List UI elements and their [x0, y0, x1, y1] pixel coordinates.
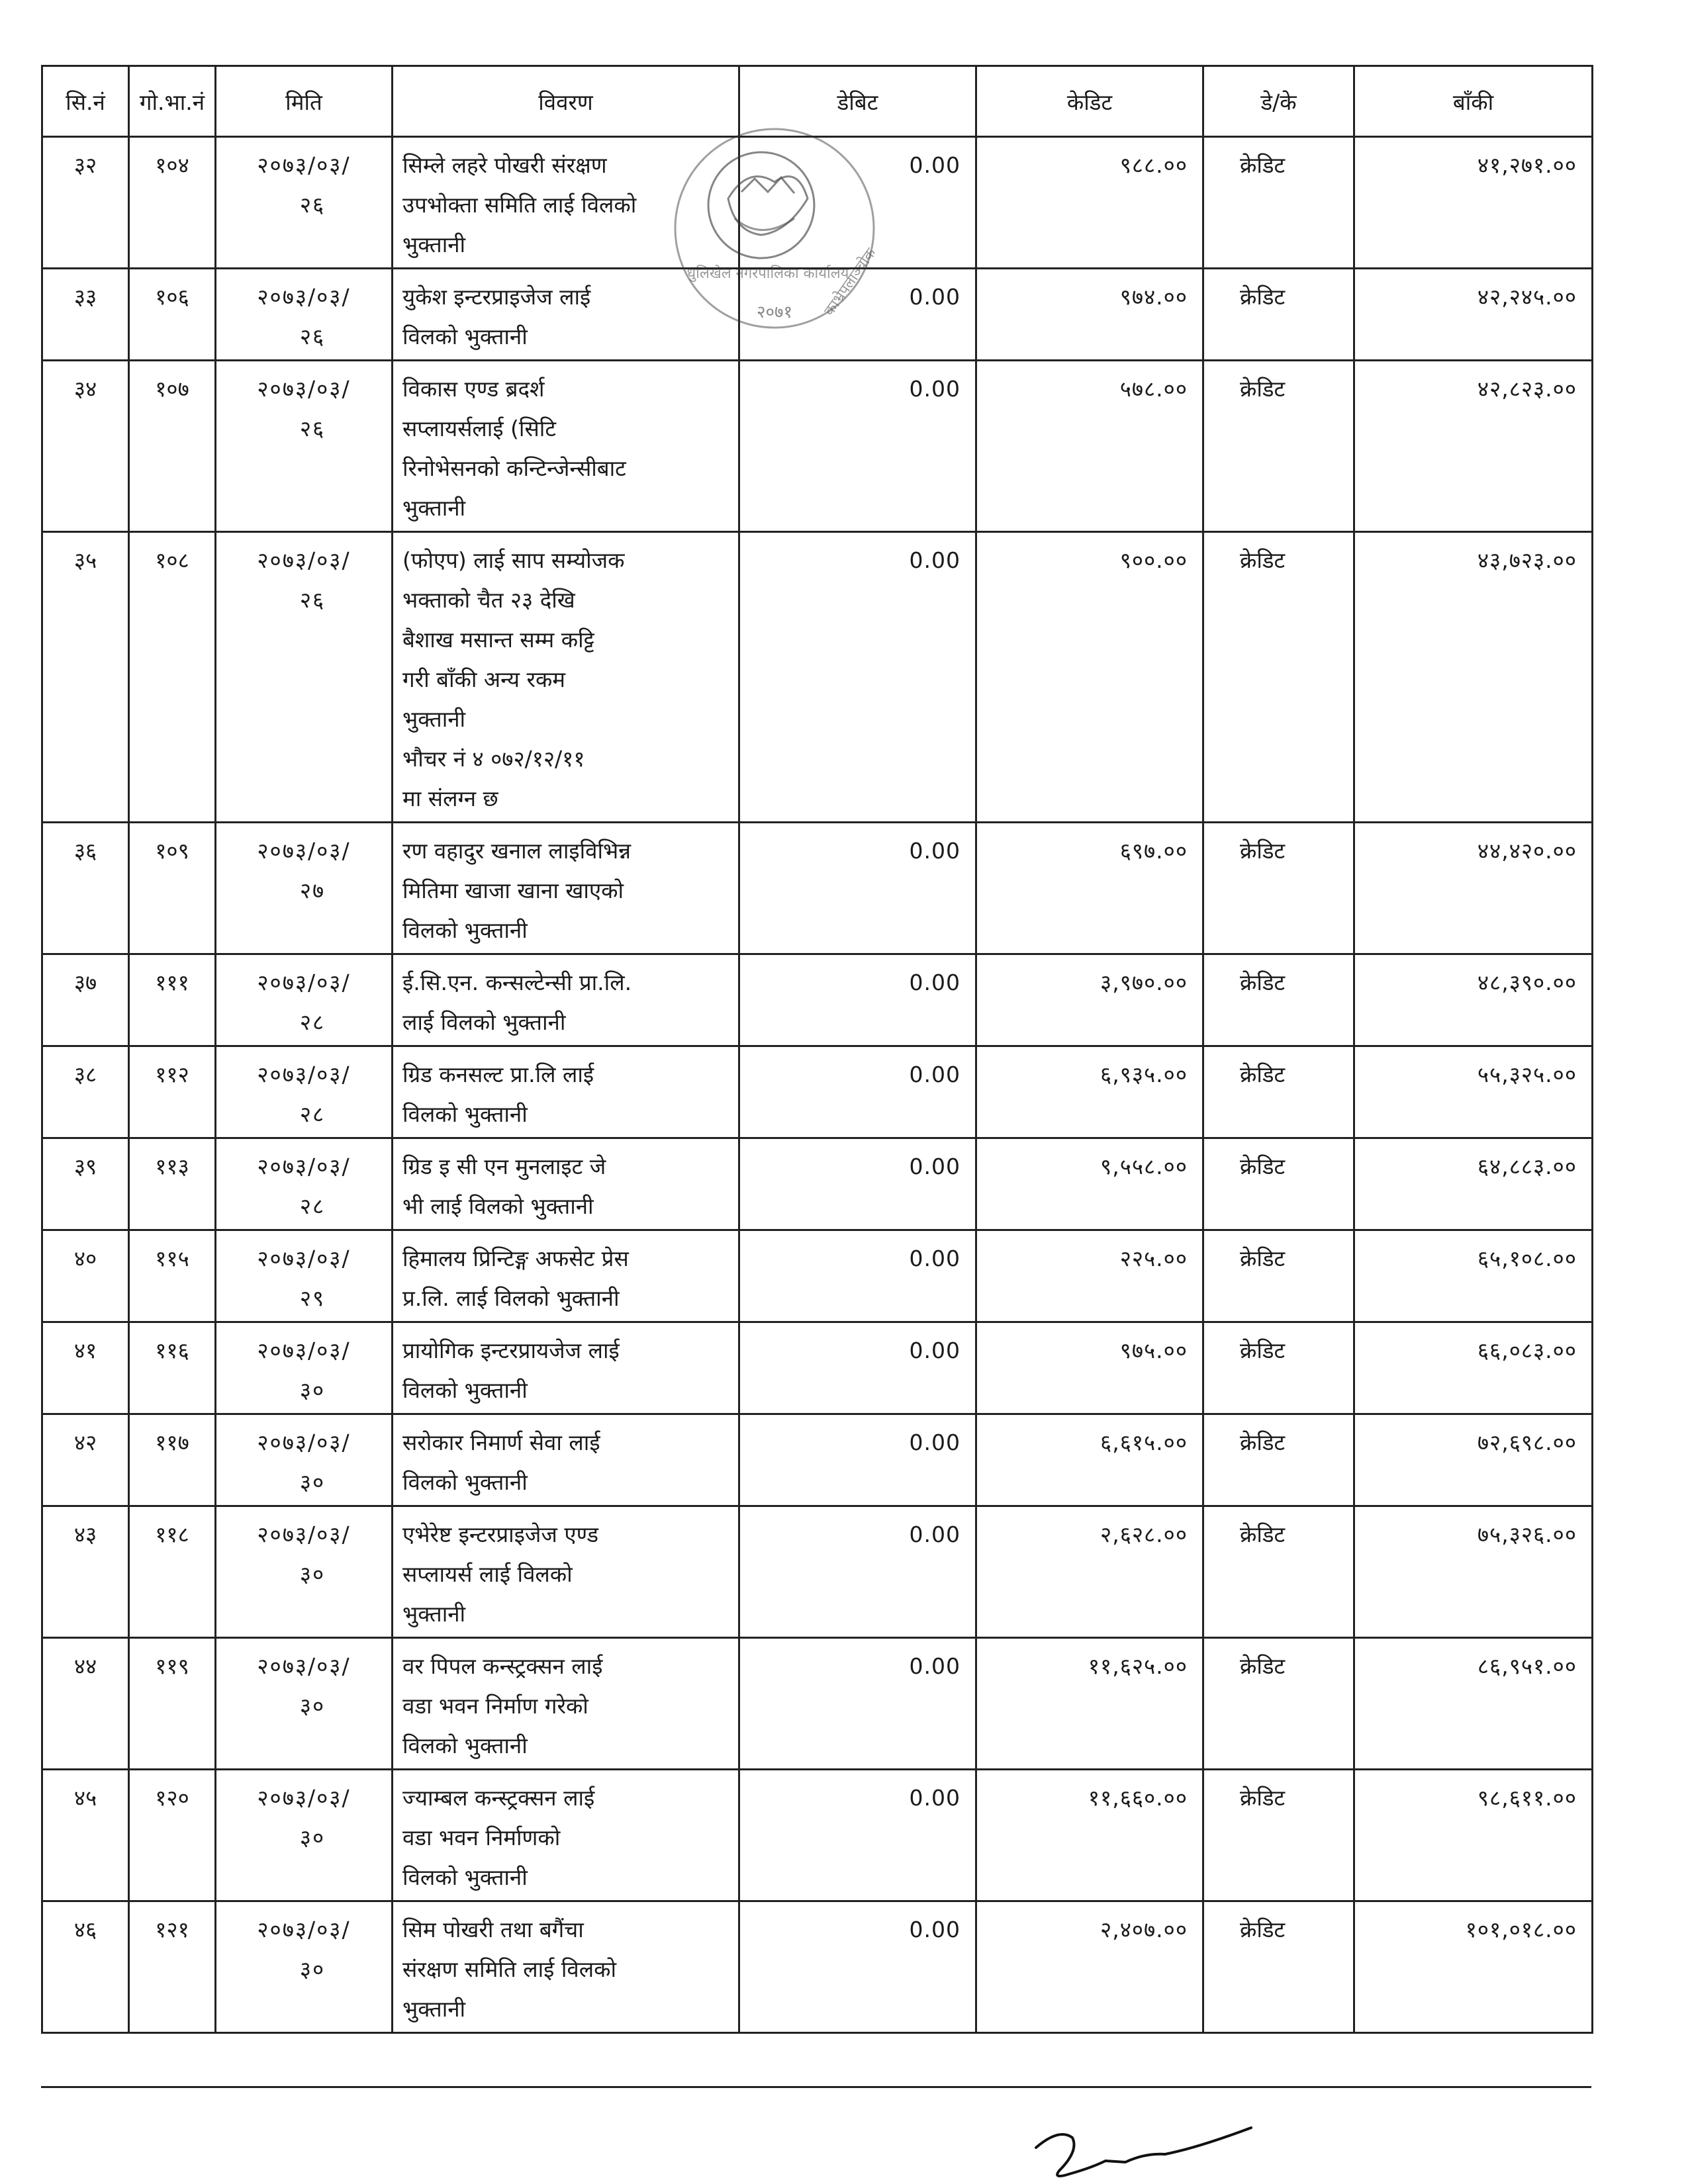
header-sn: सि.नं: [42, 66, 129, 137]
bottom-double-rule: [41, 2086, 1591, 2088]
date-line-2: २७: [299, 878, 326, 903]
cell-dr-cr: क्रेडिट: [1203, 1638, 1354, 1770]
cell-sn: ३४: [42, 361, 129, 532]
date-line-2: २६: [299, 192, 326, 218]
description-line: ग्रिड इ सी एन मुनलाइट जे: [402, 1154, 606, 1179]
description-line: लाई विलको भुक्तानी: [402, 1009, 566, 1035]
description-line: सिम्ले लहरे पोखरी संरक्षण: [402, 152, 607, 178]
description-line: विलको भुक्तानी: [402, 917, 528, 943]
date-line-2: ३०: [299, 1377, 326, 1403]
cell-credit: ६,६१५.००: [976, 1414, 1203, 1506]
cell-balance: ७२,६९८.००: [1354, 1414, 1593, 1506]
cell-debit: 0.00: [739, 1322, 976, 1414]
date-line-2: २६: [299, 587, 326, 613]
cell-description: [393, 361, 739, 532]
description-line: एभेरेष्ट इन्टरप्राइजेज एण्ड: [402, 1522, 598, 1547]
cell-sn: ३६: [42, 823, 129, 954]
description-line: वर पिपल कन्स्ट्रक्सन लाई: [402, 1653, 603, 1679]
cell-gbn: १०६: [129, 269, 216, 361]
table-row: [42, 1230, 1593, 1322]
description-line: गरी बाँकी अन्य रकम: [402, 666, 566, 692]
date-line-1: २०७३/०३/: [257, 1430, 351, 1455]
description-line: सिम पोखरी तथा बगैंचा: [402, 1917, 584, 1942]
cell-date: [216, 1230, 393, 1322]
cell-date: [216, 1138, 393, 1230]
cell-balance: ८६,९५१.००: [1354, 1638, 1593, 1770]
cell-dr-cr: क्रेडिट: [1203, 361, 1354, 532]
cell-balance: ९८,६११.००: [1354, 1770, 1593, 1901]
stamp-year: २०७१: [756, 302, 793, 322]
date-line-2: ३०: [299, 1561, 326, 1587]
cell-balance: ५५,३२५.००: [1354, 1046, 1593, 1138]
description-line: भुक्तानी: [402, 1996, 466, 2022]
cell-credit: २,४०७.००: [976, 1901, 1203, 2033]
description-line: उपभोक्ता समिति लाई विलको: [402, 192, 637, 218]
cell-description: [393, 1638, 739, 1770]
cell-date: [216, 1506, 393, 1638]
date-line-1: २०७३/०३/: [257, 1062, 351, 1087]
cell-balance: १०१,०१८.००: [1354, 1901, 1593, 2033]
cell-description: [393, 1770, 739, 1901]
cell-gbn: १२१: [129, 1901, 216, 2033]
cell-gbn: ११९: [129, 1638, 216, 1770]
cell-debit: 0.00: [739, 1046, 976, 1138]
description-line: भी लाई विलको भुक्तानी: [402, 1193, 594, 1219]
description-line: प्रायोगिक इन्टरप्रायजेज लाई: [402, 1338, 620, 1363]
cell-gbn: १११: [129, 954, 216, 1046]
cell-debit: 0.00: [739, 1770, 976, 1901]
cell-balance: ४४,४२०.००: [1354, 823, 1593, 954]
cell-dr-cr: क्रेडिट: [1203, 269, 1354, 361]
table-row: [42, 1506, 1593, 1638]
office-seal-stamp: [655, 119, 894, 344]
cell-gbn: १०७: [129, 361, 216, 532]
table-row: [42, 1046, 1593, 1138]
cell-dr-cr: क्रेडिट: [1203, 532, 1354, 823]
cell-dr-cr: क्रेडिट: [1203, 1901, 1354, 2033]
description-line: संरक्षण समिति लाई विलको: [402, 1956, 617, 1982]
date-line-1: २०७३/०३/: [257, 1785, 351, 1811]
cell-credit: ३,९७०.००: [976, 954, 1203, 1046]
description-line: रिनोभेसनको कन्टिन्जेन्सीबाट: [402, 455, 626, 481]
cell-date: [216, 954, 393, 1046]
cell-sn: ३३: [42, 269, 129, 361]
description-line: ई.सि.एन. कन्सल्टेन्सी प्रा.लि.: [402, 970, 632, 995]
cell-balance: ४३,७२३.००: [1354, 532, 1593, 823]
date-line-1: २०७३/०३/: [257, 152, 351, 178]
cell-balance: ४१,२७१.००: [1354, 137, 1593, 269]
date-line-2: २८: [299, 1101, 326, 1127]
cell-credit: ९७४.००: [976, 269, 1203, 361]
cell-credit: ११,६२५.००: [976, 1638, 1203, 1770]
table-row: [42, 954, 1593, 1046]
cell-sn: ३८: [42, 1046, 129, 1138]
cell-credit: २२५.००: [976, 1230, 1203, 1322]
cell-gbn: ११५: [129, 1230, 216, 1322]
date-line-2: २६: [299, 324, 326, 349]
cell-credit: ११,६६०.००: [976, 1770, 1203, 1901]
cell-description: [393, 954, 739, 1046]
cell-dr-cr: क्रेडिट: [1203, 1230, 1354, 1322]
description-line: युकेश इन्टरप्राइजेज लाई: [402, 284, 591, 310]
table-row: [42, 1414, 1593, 1506]
table-row: [42, 532, 1593, 823]
cell-date: [216, 269, 393, 361]
description-line: हिमालय प्रिन्टिङ्ग अफसेट प्रेस: [402, 1246, 629, 1271]
header-dr-cr: डे/के: [1203, 66, 1354, 137]
cell-sn: ३५: [42, 532, 129, 823]
description-line: वडा भवन निर्माण गरेको: [402, 1693, 588, 1719]
description-line: ग्रिड कनसल्ट प्रा.लि लाई: [402, 1062, 594, 1087]
cell-date: [216, 1046, 393, 1138]
cell-credit: ९७५.००: [976, 1322, 1203, 1414]
date-line-2: २९: [299, 1285, 326, 1311]
cell-credit: ९००.००: [976, 532, 1203, 823]
description-line: विलको भुक्तानी: [402, 1469, 528, 1495]
cell-date: [216, 1322, 393, 1414]
description-line: भुक्तानी: [402, 232, 466, 257]
handwritten-signature: [1033, 2121, 1311, 2184]
table-row: [42, 823, 1593, 954]
description-line: बैशाख मसान्त सम्म कट्टि: [402, 627, 594, 653]
cell-debit: 0.00: [739, 954, 976, 1046]
cell-debit: 0.00: [739, 1138, 976, 1230]
cell-description: [393, 1046, 739, 1138]
date-line-1: २०७३/०३/: [257, 376, 351, 402]
date-line-2: २६: [299, 416, 326, 441]
cell-gbn: ११७: [129, 1414, 216, 1506]
cell-sn: ४२: [42, 1414, 129, 1506]
cell-balance: ६५,१०८.००: [1354, 1230, 1593, 1322]
date-line-1: २०७३/०३/: [257, 970, 351, 995]
description-line: भक्ताको चैत २३ देखि: [402, 587, 575, 613]
cell-dr-cr: क्रेडिट: [1203, 137, 1354, 269]
table-row: [42, 1322, 1593, 1414]
table-row: [42, 1638, 1593, 1770]
cell-description: [393, 1230, 739, 1322]
cell-sn: ४१: [42, 1322, 129, 1414]
cell-balance: ७५,३२६.००: [1354, 1506, 1593, 1638]
header-description: विवरण: [393, 66, 739, 137]
date-line-2: ३०: [299, 1825, 326, 1850]
description-line: विलको भुक्तानी: [402, 1101, 528, 1127]
date-line-2: २८: [299, 1009, 326, 1035]
cell-balance: ४२,८२३.००: [1354, 361, 1593, 532]
cell-dr-cr: क्रेडिट: [1203, 1414, 1354, 1506]
cell-dr-cr: क्रेडिट: [1203, 1138, 1354, 1230]
cell-credit: ५७८.००: [976, 361, 1203, 532]
header-debit: डेबिट: [739, 66, 976, 137]
cell-gbn: ११३: [129, 1138, 216, 1230]
description-line: विलको भुक्तानी: [402, 324, 528, 349]
date-line-1: २०७३/०३/: [257, 1653, 351, 1679]
date-line-1: २०७३/०३/: [257, 838, 351, 864]
cell-balance: ४८,३९०.००: [1354, 954, 1593, 1046]
date-line-2: ३०: [299, 1693, 326, 1719]
cell-credit: ६९७.००: [976, 823, 1203, 954]
cell-dr-cr: क्रेडिट: [1203, 1506, 1354, 1638]
cell-credit: २,६२८.००: [976, 1506, 1203, 1638]
cell-sn: ४३: [42, 1506, 129, 1638]
date-line-2: २८: [299, 1193, 326, 1219]
description-line: रण वहादुर खनाल लाइविभिन्न: [402, 838, 632, 864]
cell-sn: ४४: [42, 1638, 129, 1770]
cell-date: [216, 1638, 393, 1770]
cell-balance: ६६,०८३.००: [1354, 1322, 1593, 1414]
description-line: भुक्तानी: [402, 706, 466, 732]
table-row: [42, 1770, 1593, 1901]
cell-sn: ३९: [42, 1138, 129, 1230]
stamp-outer-text: धुलिखेल नगरपालिका कार्यालय: [686, 265, 849, 282]
cell-date: [216, 1770, 393, 1901]
cell-debit: 0.00: [739, 532, 976, 823]
cell-gbn: ११८: [129, 1506, 216, 1638]
description-line: भौचर नं ४ ०७२/१२/११: [402, 746, 585, 772]
header-gbn: गो.भा.नं: [129, 66, 216, 137]
cell-sn: ४५: [42, 1770, 129, 1901]
cell-description: [393, 1414, 739, 1506]
table-row: [42, 1138, 1593, 1230]
description-line: वडा भवन निर्माणको: [402, 1825, 561, 1850]
description-line: ज्याम्बल कन्स्ट्रक्सन लाई: [402, 1785, 595, 1811]
table-row: [42, 1901, 1593, 2033]
cell-debit: 0.00: [739, 1901, 976, 2033]
cell-sn: ३२: [42, 137, 129, 269]
cell-dr-cr: क्रेडिट: [1203, 1770, 1354, 1901]
cell-gbn: ११२: [129, 1046, 216, 1138]
date-line-1: २०७३/०३/: [257, 1154, 351, 1179]
description-line: सप्लायर्सलाई (सिटि: [402, 416, 556, 441]
description-line: (फोएप) लाई साप सम्योजक: [402, 547, 625, 573]
date-line-1: २०७३/०३/: [257, 1917, 351, 1942]
cell-debit: 0.00: [739, 1506, 976, 1638]
description-line: विलको भुक्तानी: [402, 1733, 528, 1758]
description-line: प्र.लि. लाई विलको भुक्तानी: [402, 1285, 620, 1311]
description-line: सरोकार निमार्ण सेवा लाई: [402, 1430, 600, 1455]
cell-debit: 0.00: [739, 1414, 976, 1506]
cell-debit: 0.00: [739, 269, 976, 361]
date-line-1: २०७३/०३/: [257, 1246, 351, 1271]
description-line: भुक्तानी: [402, 495, 466, 521]
cell-description: [393, 1138, 739, 1230]
description-line: विलको भुक्तानी: [402, 1377, 528, 1403]
description-line: विकास एण्ड ब्रदर्श: [402, 376, 545, 402]
header-credit: केडिट: [976, 66, 1203, 137]
cell-sn: ४०: [42, 1230, 129, 1322]
description-line: विलको भुक्तानी: [402, 1864, 528, 1890]
date-line-1: २०७३/०३/: [257, 1522, 351, 1547]
cell-credit: ९,५५८.००: [976, 1138, 1203, 1230]
cell-description: [393, 1322, 739, 1414]
cell-gbn: १०८: [129, 532, 216, 823]
cell-dr-cr: क्रेडिट: [1203, 823, 1354, 954]
cell-description: [393, 532, 739, 823]
date-line-2: ३०: [299, 1469, 326, 1495]
cell-date: [216, 137, 393, 269]
cell-gbn: ११६: [129, 1322, 216, 1414]
cell-date: [216, 1901, 393, 2033]
cell-debit: 0.00: [739, 1230, 976, 1322]
date-line-2: ३०: [299, 1956, 326, 1982]
description-line: मा संलग्न छ: [402, 786, 498, 811]
description-line: भुक्तानी: [402, 1601, 466, 1627]
cell-gbn: १०४: [129, 137, 216, 269]
cell-gbn: १०९: [129, 823, 216, 954]
cell-sn: ३७: [42, 954, 129, 1046]
cell-debit: 0.00: [739, 823, 976, 954]
cell-date: [216, 532, 393, 823]
cell-sn: ४६: [42, 1901, 129, 2033]
cell-debit: 0.00: [739, 361, 976, 532]
cell-debit: 0.00: [739, 1638, 976, 1770]
description-line: सप्लायर्स लाई विलको: [402, 1561, 573, 1587]
header-date: मिति: [216, 66, 393, 137]
cell-dr-cr: क्रेडिट: [1203, 1046, 1354, 1138]
header-balance: बाँकी: [1354, 66, 1593, 137]
ledger-table: [41, 65, 1593, 2034]
cell-description: [393, 1506, 739, 1638]
cell-date: [216, 361, 393, 532]
cell-description: [393, 823, 739, 954]
cell-credit: ६,९३५.००: [976, 1046, 1203, 1138]
date-line-1: २०७३/०३/: [257, 1338, 351, 1363]
cell-balance: ४२,२४५.००: [1354, 269, 1593, 361]
cell-description: [393, 1901, 739, 2033]
stamp-inner-text: काभ्रेपलाञ्चोक: [821, 245, 880, 319]
cell-debit: 0.00: [739, 137, 976, 269]
description-line: मितिमा खाजा खाना खाएको: [402, 878, 624, 903]
date-line-1: २०७३/०३/: [257, 547, 351, 573]
ledger-body: [42, 137, 1593, 2033]
table-row: [42, 361, 1593, 532]
cell-dr-cr: क्रेडिट: [1203, 1322, 1354, 1414]
cell-date: [216, 1414, 393, 1506]
cell-credit: ९८८.००: [976, 137, 1203, 269]
date-line-1: २०७३/०३/: [257, 284, 351, 310]
cell-balance: ६४,८८३.००: [1354, 1138, 1593, 1230]
cell-date: [216, 823, 393, 954]
cell-dr-cr: क्रेडिट: [1203, 954, 1354, 1046]
cell-gbn: १२०: [129, 1770, 216, 1901]
